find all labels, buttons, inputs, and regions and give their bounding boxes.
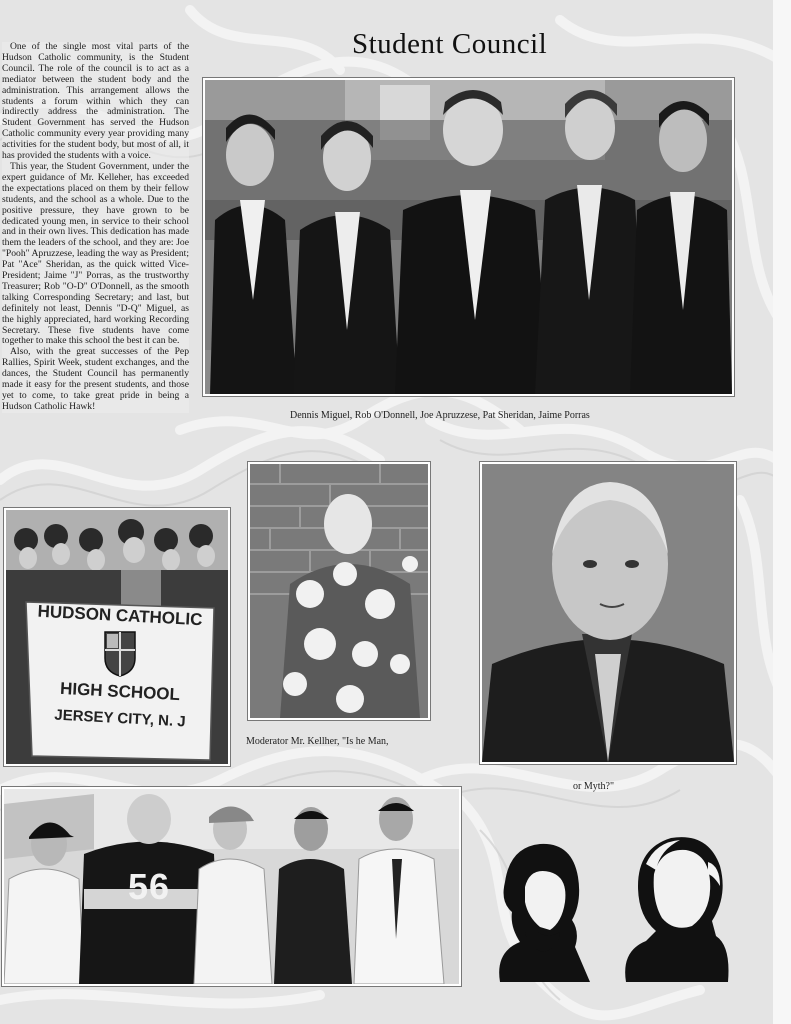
banner-line-2: HIGH SCHOOL: [59, 678, 181, 705]
banner-line-3: JERSEY CITY, N. J: [53, 706, 187, 731]
casual-group-photo: [2, 787, 461, 986]
banner-text: [30, 601, 210, 731]
paragraph-2: This year, the Student Government, under the expert guidance of Mr. Kelleher, has exceeded the expectations placed on them by their fellow students, and the school as a whole. Due to the positive pressure, they have grown to be dedicated young men, in service to their school and in their own lives. This dedication has made them the leaders of the school, and they are: Joe "Pooh" Apruzzese, leading the way as President; Pat "Ace" Sheridan, as the quick witted Vice-President; Jaime "J" Porras, as the trustworthy Treasurer; Rob "O-D" O'Donnell, as the smooth talking Corresponding Secretary; and last, but definitely not least, Dennis "D-Q" Miguel, as the highly appreciated, hard working Recording Secretary. These five students have come together to make this school the best it can be.: [2, 160, 189, 347]
page-edge: [773, 0, 791, 1024]
school-crest-icon: [103, 630, 137, 678]
lincoln-portrait-icon: [480, 832, 600, 982]
moderator-caption-left: Moderator Mr. Kellher, "Is he Man,: [246, 736, 389, 747]
paragraph-1: One of the single most vital parts of the Hudson Catholic community, is the Student Council. The role of the council is to act as a mediator between the student body and the administration. This arrangement allows the students a forum within which they can indirectly address the administration. The Student Government has served the Hudson Catholic community every year providing many activities for the student body, but most of all, it has provided the students with a voice.: [2, 41, 189, 162]
group-photo: [203, 78, 734, 396]
group-photo-caption: Dennis Miguel, Rob O'Donnell, Joe Apruzzese, Pat Sheridan, Jaime Porras: [290, 410, 590, 421]
moderator-splash-photo: [248, 462, 430, 720]
jersey-number: 56: [128, 866, 171, 907]
banner-line-1: HUDSON CATHOLIC: [37, 601, 203, 630]
washington-portrait-icon: [616, 826, 734, 982]
moderator-portrait: [480, 462, 736, 764]
paragraph-3: Also, with the great successes of the Pep Rallies, Spirit Week, student exchanges, and the dances, the Student Council has permanently made it easy for the present students, and those yet to come, to take great pride in being a Hudson Catholic Hawk!: [2, 346, 189, 412]
article-body: [2, 42, 189, 413]
page-title: Student Council: [352, 28, 548, 60]
moderator-caption-right: or Myth?": [573, 781, 615, 792]
